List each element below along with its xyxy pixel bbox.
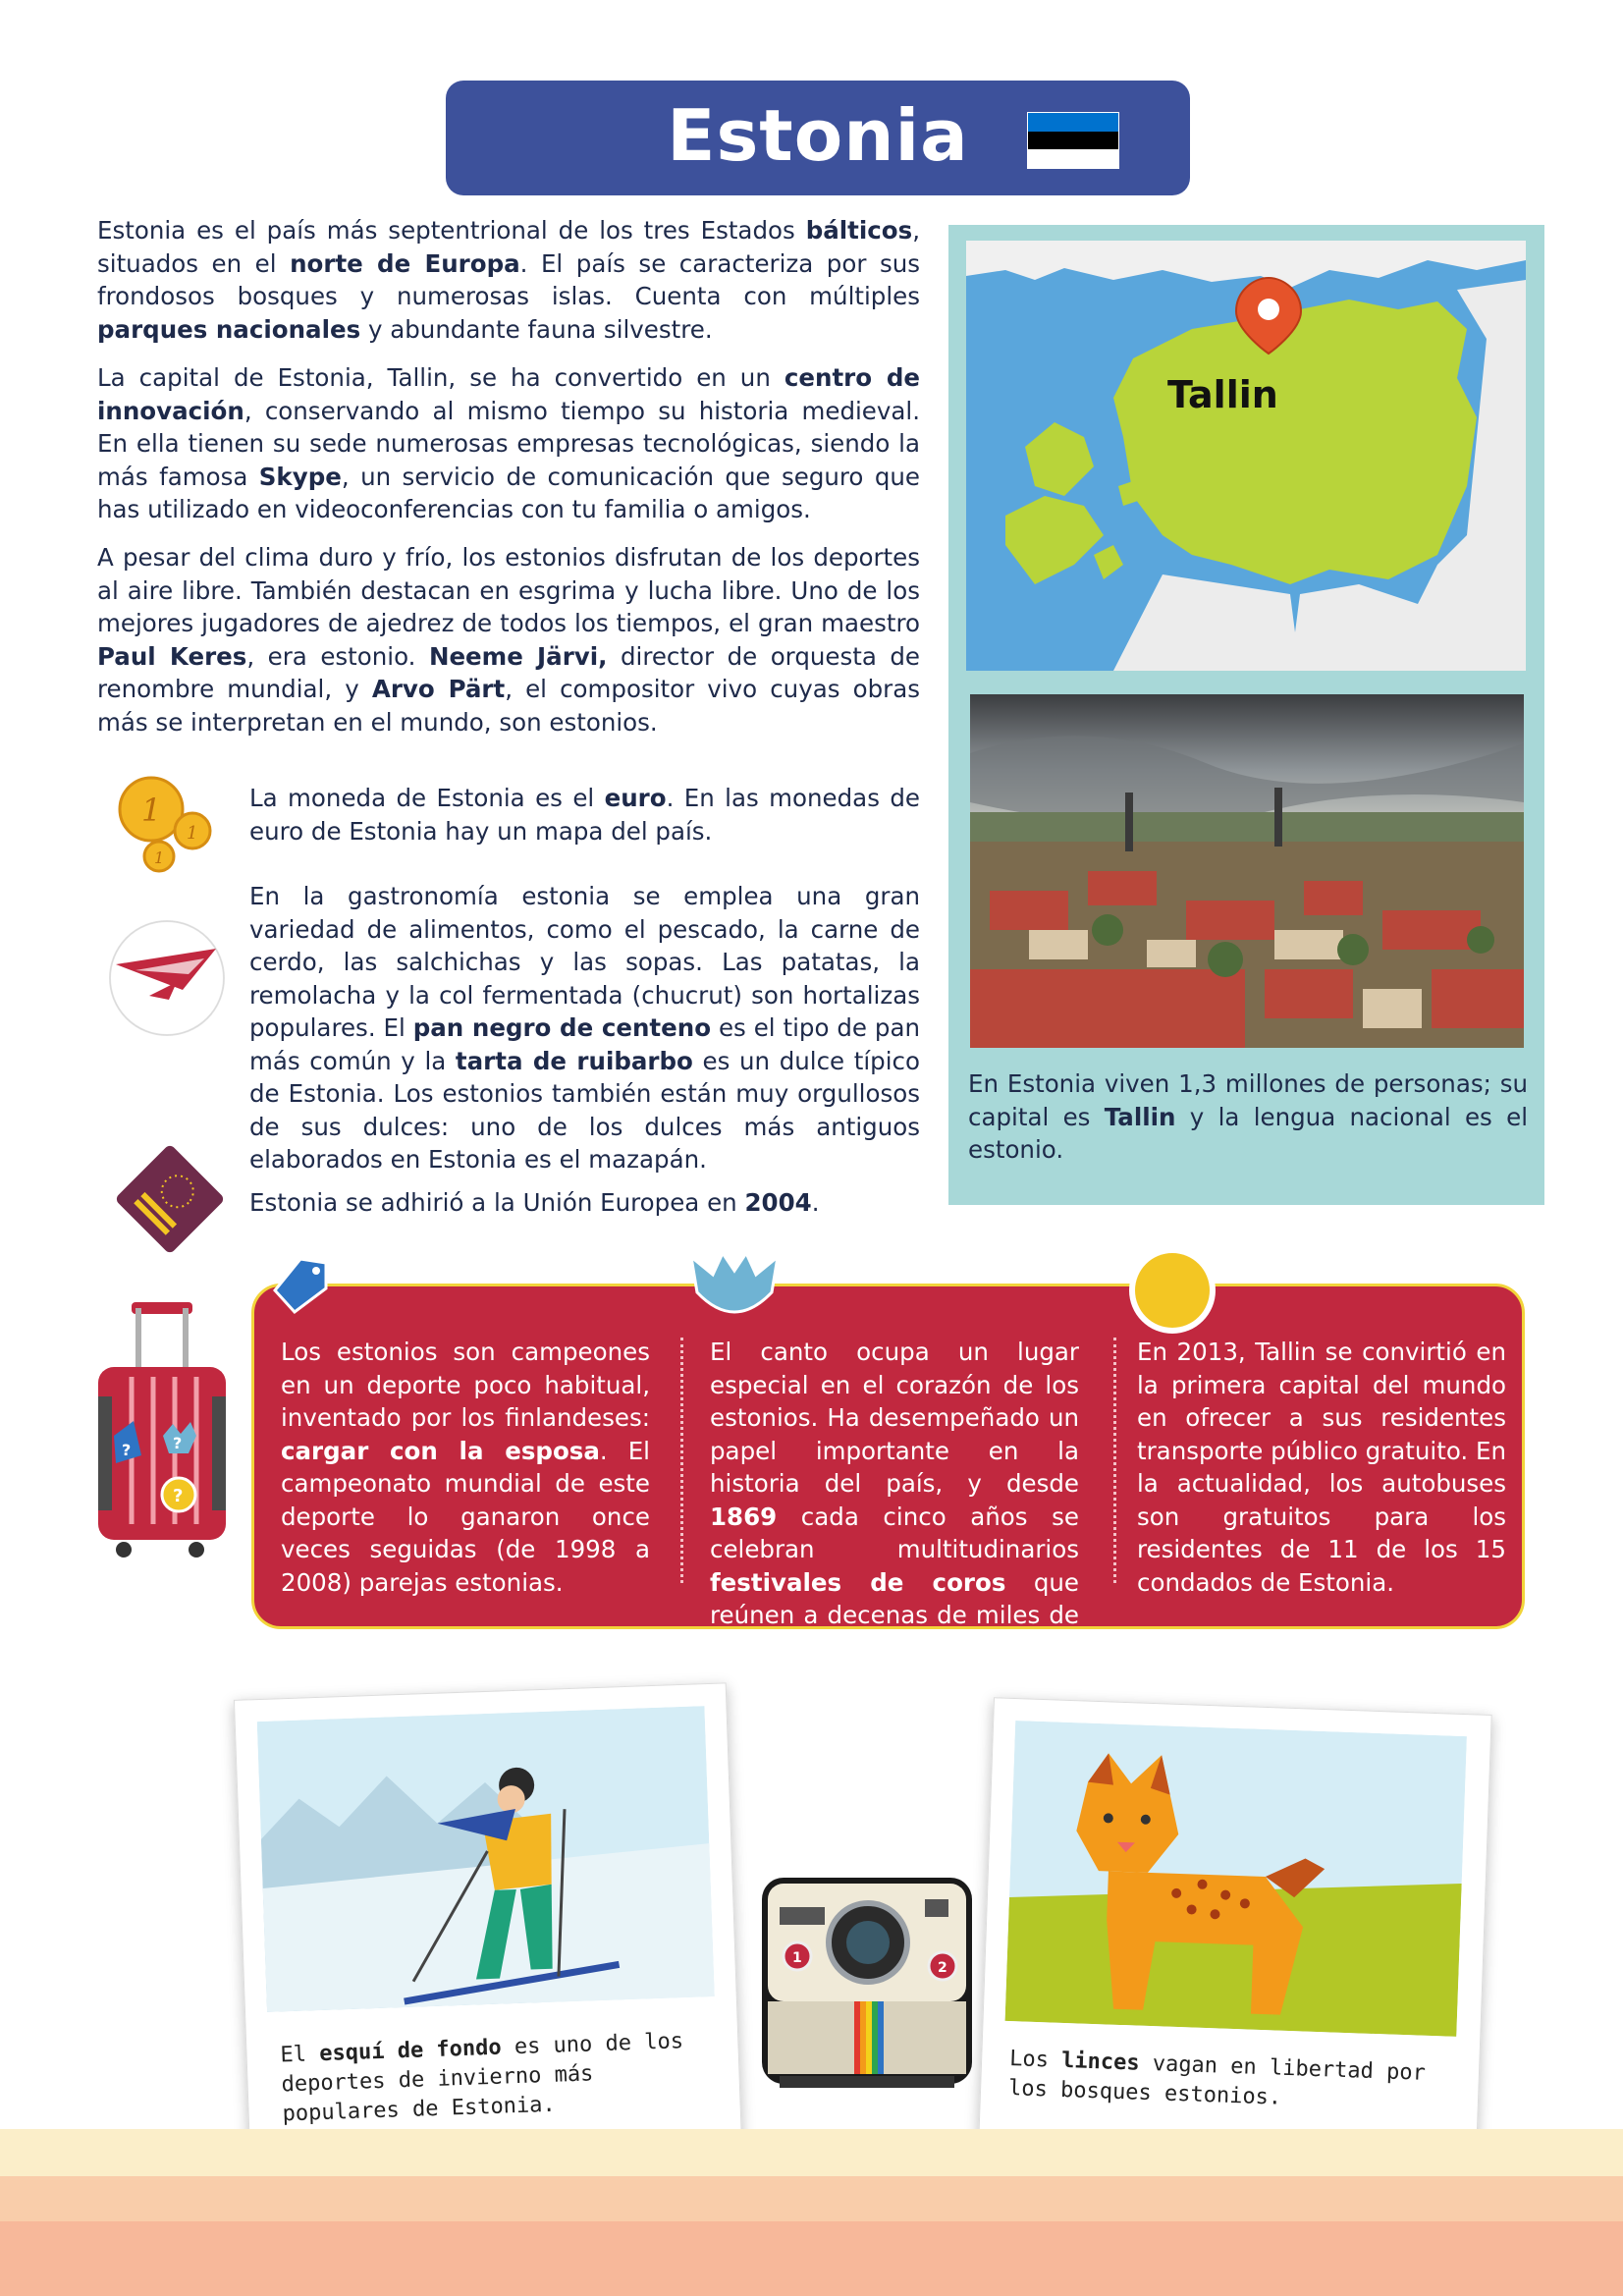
coin-label: 1 xyxy=(187,823,198,844)
intro-paragraph-1: Estonia es el país más septentrional de los tres Estados bálticos, situados en el norte de Europa. El país se caracteriza por sus frondosos bosques y numerosas islas. Cuenta con múltiples parques nacionales y abundante fauna silvestre. xyxy=(97,216,921,344)
divider xyxy=(680,1338,683,1583)
coin-label: 1 xyxy=(141,792,162,829)
page-title: Estonia xyxy=(667,94,969,177)
intro-paragraph-2: La capital de Estonia, Tallin, se ha convertido en un centro de innovación, conservando al mismo tiempo su historia medieval. En ella tienen su sede numerosas empresas tecnológicas, siendo la más famosa Skype, un servicio de comunicación que seguro que has utilizado en videoconferencias con tu familia o amigos. xyxy=(97,363,920,523)
footer-stripe xyxy=(0,2221,1623,2296)
eu-paragraph: Estonia se adhirió a la Unión Europea en 2004. xyxy=(249,1188,820,1217)
estonia-map xyxy=(966,241,1526,671)
footer-stripe xyxy=(0,2129,1623,2176)
camera-button-label: 2 xyxy=(938,1960,947,1976)
footer-stripe xyxy=(0,2176,1623,2221)
population-caption: En Estonia viven 1,3 millones de personas; su capital es Tallin y la lengua nacional es el estonio. xyxy=(968,1069,1529,1164)
suitcase-icon xyxy=(94,1298,232,1559)
lynx-caption: Los linces vagan en libertad por los bosques estonios. xyxy=(1007,2047,1427,2110)
fun-facts-box xyxy=(251,1284,1525,1663)
intro-paragraph-3: A pesar del clima duro y frío, los estonios disfrutan de los deportes al aire libre. También destacan en esgrima y lucha libre. Uno de los mejores jugadores de ajedrez de todos los tiempos, el gran maestro Paul Keres, era estonio. Neeme Järvi, director de orquesta de renombre mundial, y Arvo Pärt, el compositor vivo cuyas obras más se interpretan en el mundo, son estonios. xyxy=(97,543,920,737)
divider xyxy=(1113,1338,1116,1583)
tallinn-city-photo xyxy=(970,694,1524,1048)
fact-free-transport: En 2013, Tallin se convirtió en la primera capital del mundo en ofrecer a sus residentes transporte público gratuito. En la actualidad, los autobuses son gratuitos para los residentes de 11 de los 15 condados de Estonia. xyxy=(1137,1338,1506,1597)
sun-badge-icon xyxy=(1125,1243,1219,1338)
instant-camera-icon xyxy=(750,1872,982,2096)
title-banner xyxy=(446,81,1190,195)
suitcase-badge: ? xyxy=(173,1434,183,1452)
crown-badge-icon xyxy=(687,1253,782,1328)
suitcase-badge: ? xyxy=(173,1486,184,1506)
info-panel xyxy=(948,225,1544,1205)
food-paragraph: En la gastronomía estonia se emplea una gran variedad de alimentos, como el pescado, la carne de cerdo, las salchichas y las sopas. Las patatas, la remolacha y la col fermentada (chucrut) son hortalizas populares. El pan negro de centeno es el tipo de pan más común y la tarta de ruibarbo es un dulce típico de Estonia. Los estonios también están muy orgullosos de sus dulces: uno de los dulces más antiguos elaborados en Estonia es el mazapán. xyxy=(249,882,920,1174)
food-plate-icon xyxy=(106,917,228,1039)
lynx-polaroid xyxy=(978,1697,1491,2158)
ski-caption: El esquí de fondo es uno de los deportes de invierno más populares de Estonia. xyxy=(280,2029,684,2127)
fact-wife-carrying: Los estonios son campeones en un deporte poco habitual, inventado por los finlandeses: cargar con la esposa. El campeonato mundial de este deporte lo ganaron once veces seguidas (de 1998 a 2008) parejas estonias. xyxy=(281,1338,650,1597)
coin-label: 1 xyxy=(154,848,165,867)
cross-country-skier-illustration xyxy=(257,1706,715,2012)
ski-polaroid xyxy=(234,1682,742,2162)
camera-button-label: 1 xyxy=(792,1950,802,1966)
price-tag-icon xyxy=(265,1251,336,1316)
map-city-label: Tallin xyxy=(1167,373,1278,416)
suitcase-badge: ? xyxy=(122,1441,132,1459)
estonia-flag-icon xyxy=(1027,112,1119,169)
fact-song-festival: El canto ocupa un lugar especial en el corazón de los estonios. Ha desempeñado un papel importante en la historia del país, y desde 1869 cada cinco años se celebran multitudinarios festivales de coros que reúnen a decenas de miles de cantantes. xyxy=(710,1338,1079,1663)
lynx-illustration xyxy=(1005,1721,1467,2037)
euro-coins-icon xyxy=(112,774,222,876)
eu-passport-icon xyxy=(110,1139,230,1259)
currency-paragraph: La moneda de Estonia es el euro. En las monedas de euro de Estonia hay un mapa del país. xyxy=(249,784,920,846)
